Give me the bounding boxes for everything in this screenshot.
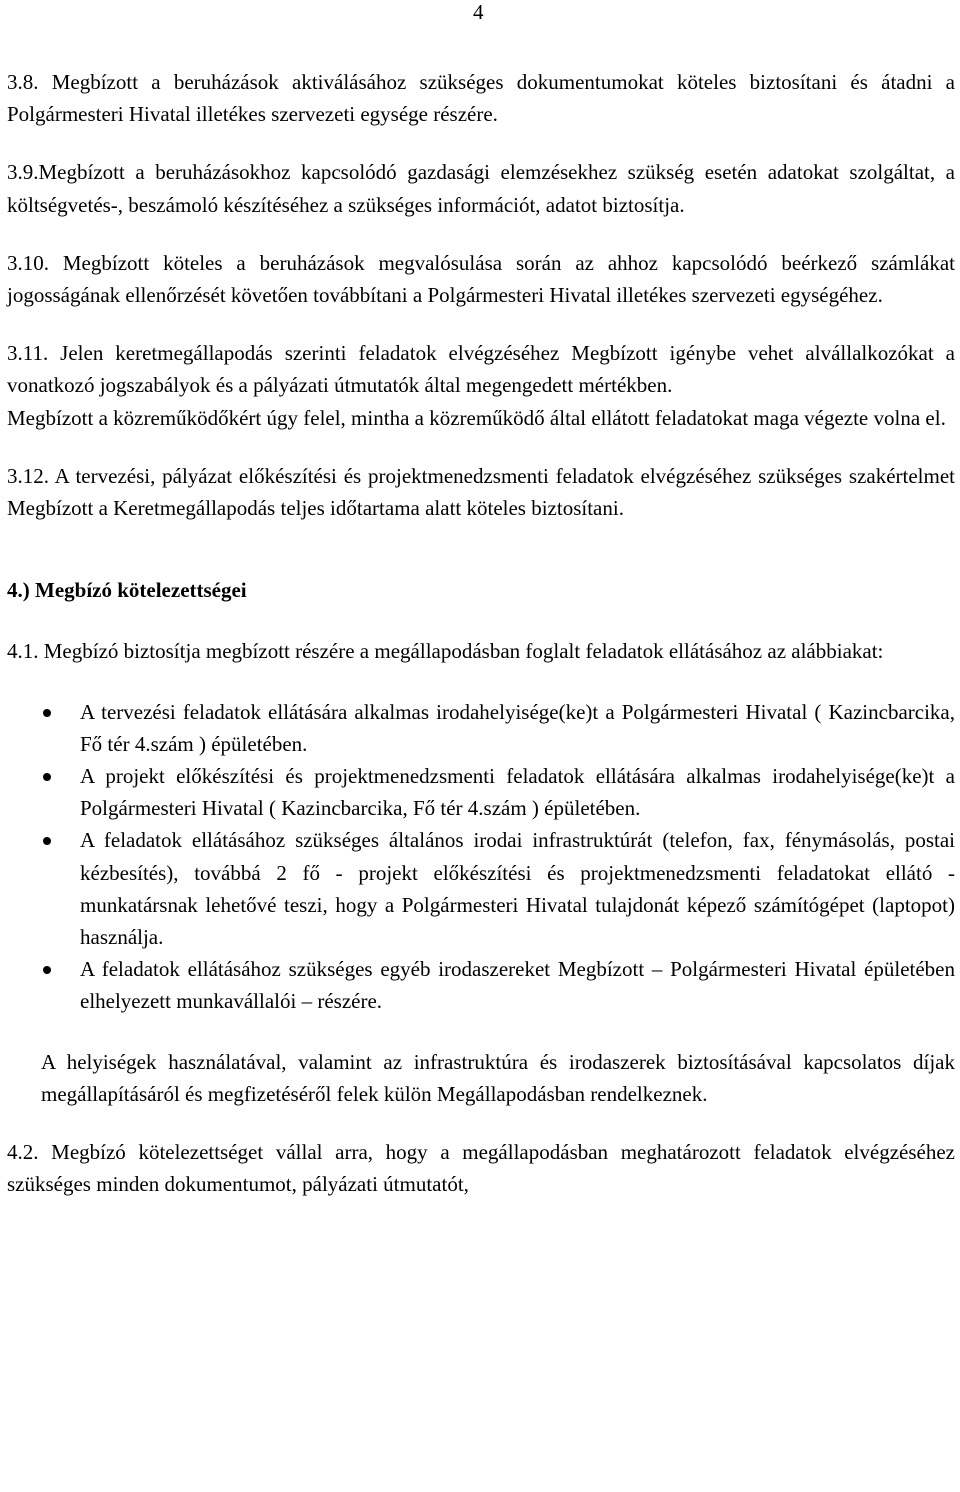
- paragraph-3-10: 3.10. Megbízott köteles a beruházások megvalósulása során az ahhoz kapcsolódó beérkező számlákat jogosságának ellenőrzését követően továbbítani a Polgármesteri Hivatal illetékes szervezeti egységéhez.: [7, 250, 955, 308]
- section-heading-4: 4.) Megbízó kötelezettségei: [7, 578, 247, 603]
- paragraph-4-1-note: A helyiségek használatával, valamint az infrastruktúra és irodaszerek biztosításával kapcsolatos díjak megállapításáról és megfizetéséről felek külön Megállapodásban rendelkeznek.: [41, 1049, 955, 1106]
- paragraph-3-12: 3.12. A tervezési, pályázat előkészítési és projektmenedzsmenti feladatok elvégzéséhez szükséges szakértelmet Megbízott a Keretmegállapodás teljes időtartama alatt köteles biztosítani.: [7, 463, 955, 521]
- paragraph-3-11: 3.11. Jelen keretmegállapodás szerinti feladatok elvégzéséhez Megbízott igénybe vehet alvállalkozókat a vonatkozó jogszabályok és a pályázati útmutatók által megengedett mértékben.: [7, 341, 955, 398]
- bullet-icon: [43, 837, 51, 845]
- page-number: 4: [473, 0, 484, 24]
- list-item-text: A feladatok ellátásához szükséges egyéb irodaszereket Megbízott – Polgármesteri Hivatal épületében elhelyezett munkavállalói – részére.: [80, 957, 955, 1014]
- paragraph-3-8: 3.8. Megbízott a beruházások aktiválásához szükséges dokumentumokat köteles biztosítani és átadni a Polgármesteri Hivatal illetékes szervezeti egysége részére.: [7, 70, 955, 127]
- paragraph-4-2: 4.2. Megbízó kötelezettséget vállal arra, hogy a megállapodásban meghatározott feladatok elvégzéséhez szükséges minden dokumentumot, pályázati útmutatót,: [7, 1140, 955, 1197]
- bullet-icon: [43, 709, 51, 717]
- bullet-icon: [43, 966, 51, 974]
- list-item: [80, 953, 955, 1017]
- paragraph-3-9: 3.9.Megbízott a beruházásokhoz kapcsolódó gazdasági elemzésekhez szükség esetén adatokat szolgáltat, a költségvetés-, beszámoló készítéséhez a szükséges információt, adatot biztosítja.: [7, 160, 955, 217]
- paragraph-4-1: 4.1. Megbízó biztosítja megbízott részére a megállapodásban foglalt feladatok ellátásához az alábbiakat:: [7, 639, 884, 664]
- list-item-text: A tervezési feladatok ellátására alkalmas irodahelyisége(ke)t a Polgármesteri Hivatal ( Kazincbarcika, Fő tér 4.szám ) épületében.: [80, 699, 955, 756]
- bullet-list: [7, 696, 955, 1018]
- bullet-icon: [43, 773, 51, 781]
- list-item: [80, 696, 955, 760]
- list-item: [80, 824, 955, 953]
- paragraph-3-11-continued: Megbízott a közreműködőkért úgy felel, mintha a közreműködő által ellátott feladatokat maga végezte volna el.: [7, 405, 946, 430]
- document-body: [7, 66, 955, 1200]
- list-item-text: A projekt előkészítési és projektmenedzsmenti feladatok ellátására alkalmas irodahelyisége(ke)t a Polgármesteri Hivatal ( Kazincbarcika, Fő tér 4.szám ) épületében.: [80, 764, 955, 821]
- list-item-text: A feladatok ellátásához szükséges általános irodai infrastruktúrát (telefon, fax, fénymásolás, postai kézbesítés), továbbá 2 fő - projekt előkészítési és projektmenedzsmenti feladatokat ellátó - munkatársnak lehetővé teszi, hogy a Polgármesteri Hivatal tulajdonát képező számítógépet (laptopot) használja.: [80, 828, 955, 950]
- list-item: [80, 760, 955, 824]
